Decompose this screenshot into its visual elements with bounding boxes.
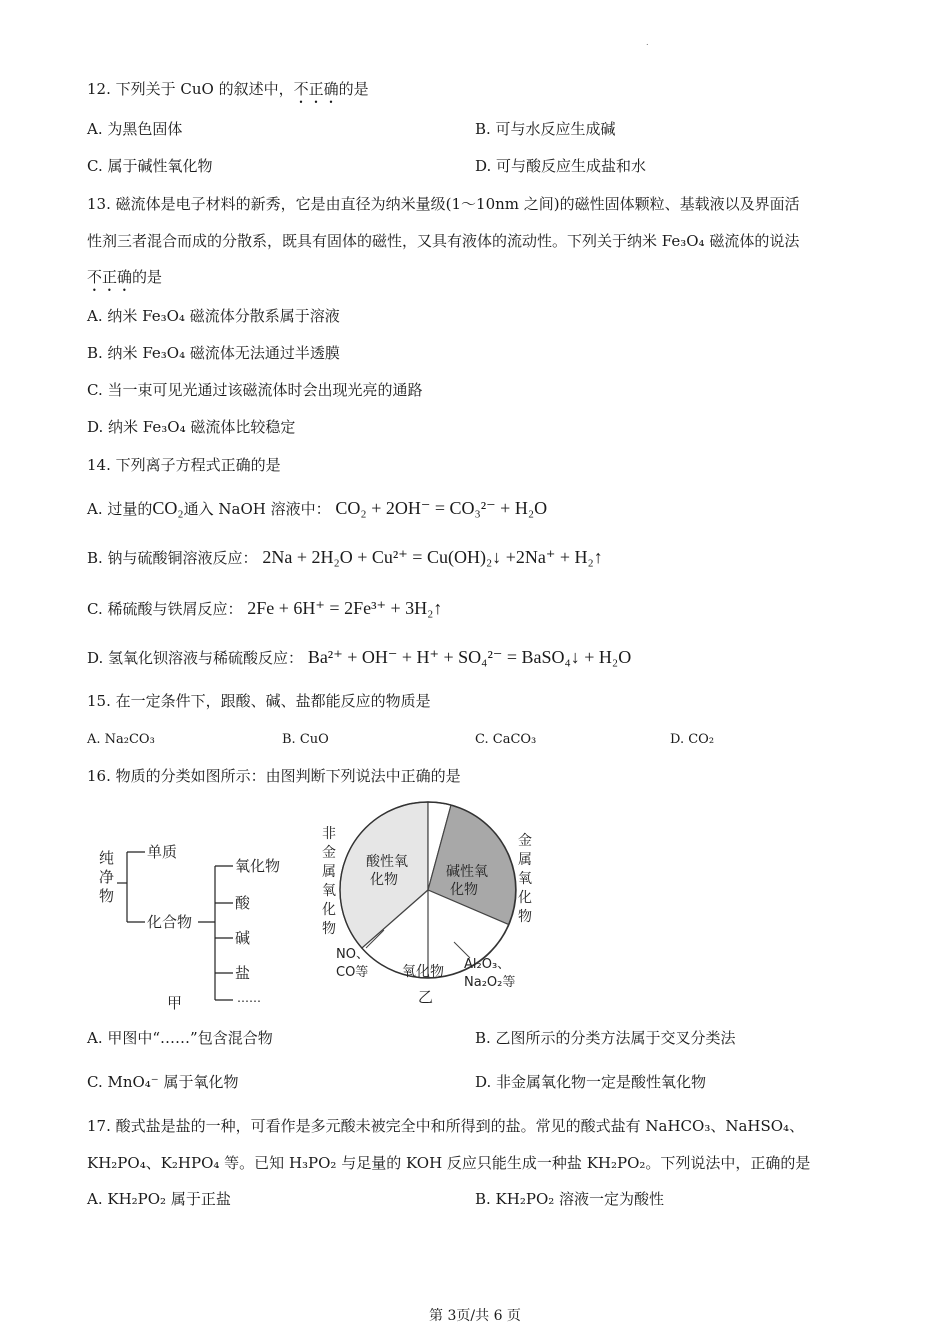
q13-option-c[interactable]: C. 当一束可见光通过该磁流体时会出现光亮的通路 [87,381,423,399]
diagram-jia [85,830,305,1015]
q12-option-d[interactable]: D. 可与酸反应生成盐和水 [475,157,647,175]
q16-option-d[interactable]: D. 非金属氧化物一定是酸性氧化物 [475,1073,707,1091]
yi-no-co-line1: NO、 [336,947,369,962]
yi-left-label-char-0: 非 [322,826,336,842]
jia-root-char-3: 物 [99,887,115,905]
yi-acidic-label-line2: 化物 [370,872,398,888]
q14-d-equation: Ba²⁺ + OH⁻ + H⁺ + SO₄²⁻ = BaSO₄↓ + H₂O [307,647,632,667]
q15-option-a[interactable]: A. Na₂CO₃ [87,732,155,747]
jia-item-ellipsis: …… [237,991,261,1005]
yi-al-na-line2: Na₂O₂等 [464,975,516,990]
q14-c-equation: 2Fe + 6H⁺ = 2Fe³⁺ + 3H₂↑ [247,598,443,618]
q13-option-a[interactable]: A. 纳米 Fe₃O₄ 磁流体分散系属于溶液 [87,307,340,325]
jia-item-acid: 酸 [235,894,251,912]
yi-acidic-label-line1: 酸性氧 [366,854,408,870]
q14-a-equation: CO₂ + 2OH⁻ = CO₃²⁻ + H₂O [335,498,548,518]
q13-option-d[interactable]: D. 纳米 Fe₃O₄ 磁流体比较稳定 [87,418,296,436]
jia-huahewu: 化合物 [147,913,193,931]
q14-b-equation: 2Na + 2H₂O + Cu²⁺ = Cu(OH)₂↓ +2Na⁺ + H₂↑ [262,547,603,567]
yi-right-label-char-2: 氧 [518,871,532,887]
q12-stem [87,78,369,107]
q12-option-a[interactable]: A. 为黑色固体 [87,120,183,138]
jia-item-salt: 盐 [235,964,251,982]
q13-stem-line2: 性剂三者混合而成的分散系，既具有固体的磁性，又具有液体的流动性。下列关于纳米 Fe₃O₄ 磁流体的说法 [87,232,800,250]
q12-stem-emphasis: 不正确 [293,80,339,98]
yi-no-co-line2: CO等 [336,965,369,980]
yi-right-label-char-4: 物 [518,909,532,925]
q14-b-label: B. 钠与硫酸铜溶液反应： [87,549,258,567]
yi-right-label-char-3: 化 [518,890,532,906]
q15-option-d[interactable]: D. CO₂ [670,732,715,747]
q14-stem: 14. 下列离子方程式正确的是 [87,456,281,474]
yi-left-label-char-2: 属 [322,864,336,880]
yi-basic-label-line1: 碱性氧 [446,864,488,880]
yi-center-label: 氧化物 [402,964,444,980]
q17-option-a[interactable]: A. KH₂PO₂ 属于正盐 [87,1190,231,1208]
yi-left-label-char-5: 物 [322,921,336,937]
yi-caption: 乙 [418,988,434,1006]
q14-a-co2: CO₂ [152,498,184,518]
q12-option-c[interactable]: C. 属于碱性氧化物 [87,157,213,175]
yi-left-label-char-4: 化 [322,902,336,918]
q12-stem-pre: 12. 下列关于 CuO 的叙述中， [87,80,294,98]
q13-stem-emphasis: 不正确 [87,268,133,286]
yi-left-label-char-3: 氧 [322,883,336,899]
q17-stem-line1: 17. 酸式盐是盐的一种，可看作是多元酸未被完全中和所得到的盐。常见的酸式盐有 NaHCO₃、NaHSO₄、 [87,1117,805,1135]
yi-right-vertical-label [518,833,532,925]
q14-d-label: D. 氢氧化钡溶液与稀硫酸反应： [87,649,304,667]
page-mark: . [646,38,649,47]
q15-option-b[interactable]: B. CuO [282,732,329,747]
yi-al-na-line1: Al₂O₃、 [464,957,511,972]
q14-option-c[interactable] [87,597,442,620]
q14-a-mid: 通入 NaOH 溶液中： [183,500,331,518]
q14-option-b[interactable] [87,546,603,569]
q12-option-b[interactable]: B. 可与水反应生成碱 [475,120,616,138]
q13-stem-post: 的是 [132,268,163,286]
yi-basic-label-line2: 化物 [450,882,478,898]
q14-a-label: A. 过量的 [87,500,153,518]
yi-left-vertical-label [322,826,336,937]
yi-right-label-char-1: 属 [518,852,532,868]
q13-stem-line1: 13. 磁流体是电子材料的新秀，它是由直径为纳米量级(1～10nm 之间)的磁性固体颗粒、基载液以及界面活 [87,195,800,213]
q15-stem: 15. 在一定条件下，跟酸、碱、盐都能反应的物质是 [87,692,431,710]
diagram-yi [318,800,548,1015]
q15-option-c[interactable]: C. CaCO₃ [475,732,537,747]
q14-option-a[interactable] [87,497,547,520]
q13-option-b[interactable]: B. 纳米 Fe₃O₄ 磁流体无法通过半透膜 [87,344,340,362]
jia-item-base: 碱 [235,929,251,947]
q13-stem-line3 [87,266,162,295]
jia-item-oxide: 氧化物 [235,857,281,875]
jia-caption: 甲 [167,994,183,1012]
jia-root-char-2: 净 [99,868,115,886]
q16-option-b[interactable]: B. 乙图所示的分类方法属于交叉分类法 [475,1029,736,1047]
jia-root-char-1: 纯 [99,849,115,867]
q16-stem: 16. 物质的分类如图所示：由图判断下列说法中正确的是 [87,767,461,785]
q14-c-label: C. 稀硫酸与铁屑反应： [87,600,243,618]
q17-option-b[interactable]: B. KH₂PO₂ 溶液一定为酸性 [475,1190,665,1208]
yi-right-label-char-0: 金 [518,833,532,849]
q16-option-c[interactable]: C. MnO₄⁻ 属于氧化物 [87,1073,239,1091]
page-footer: 第 3页/共 6 页 [429,1308,521,1324]
q16-option-a[interactable]: A. 甲图中“……”包含混合物 [87,1029,273,1047]
q12-stem-post: 的是 [338,80,369,98]
jia-danzhi: 单质 [147,843,178,861]
yi-left-label-char-1: 金 [322,845,336,861]
q17-stem-line2: KH₂PO₄、K₂HPO₄ 等。已知 H₃PO₂ 与足量的 KOH 反应只能生成一种盐 KH₂PO₂。下列说法中，正确的是 [87,1154,811,1172]
q14-option-d[interactable] [87,646,631,669]
